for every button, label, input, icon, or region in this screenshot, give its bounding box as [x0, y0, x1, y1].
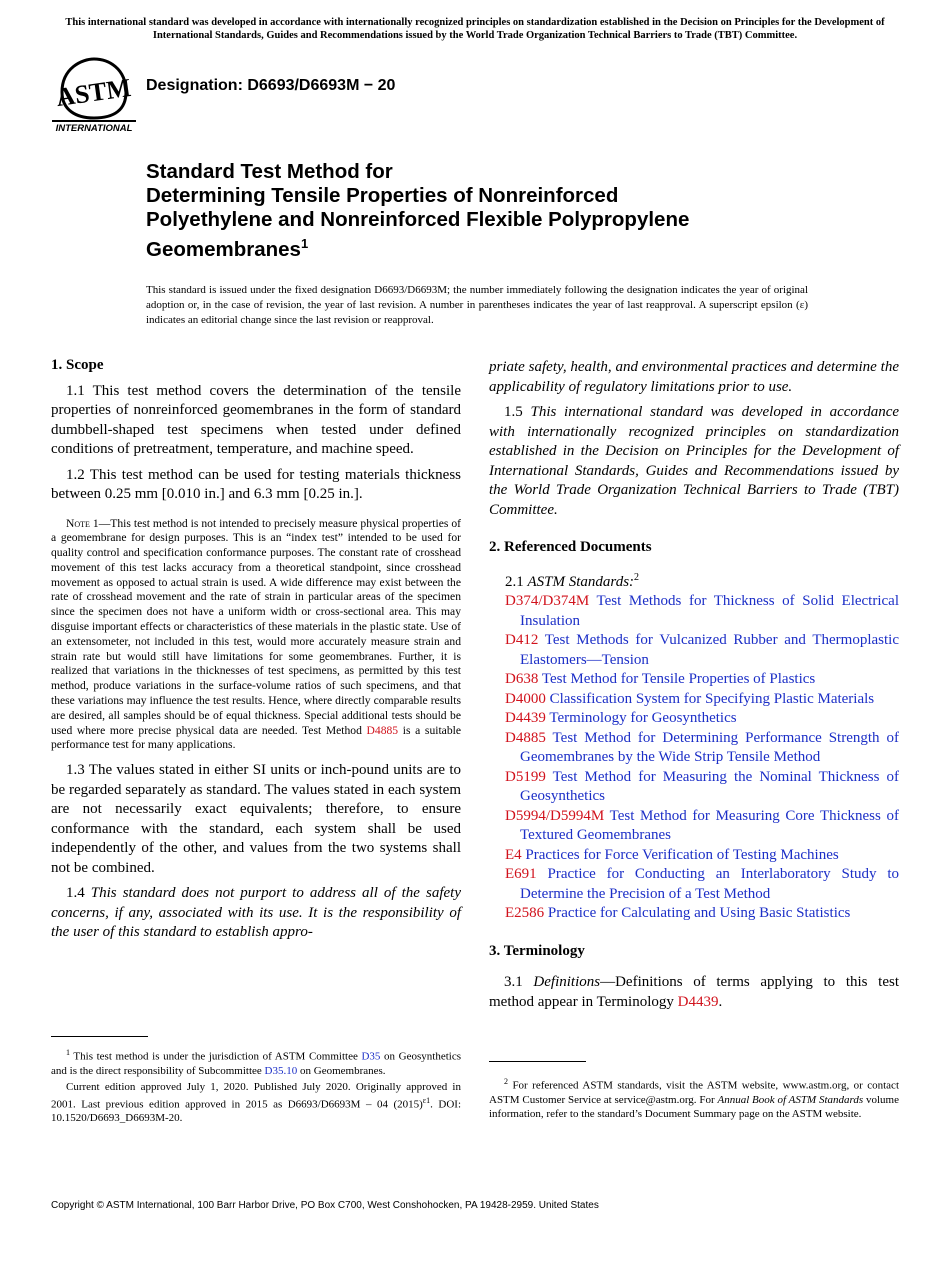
top-notice: This international standard was developed in accordance with internationally recognized principles on standardization established in the Decision on Principles for the Development of International Standards, Guides and Recommendations issued by the World Trade Organization Technical Barriers to Trade (TBT) Committee.: [65, 17, 885, 41]
reference-item: [489, 807, 899, 846]
ref-title-link[interactable]: Classification System for Specifying Plastic Materials: [549, 690, 875, 707]
footnote-1-edition: Current edition approved July 1, 2020. Published July 2020. Originally approved in 2001. Last previous edition approved in 2015 as D6693/D6693M – 04 $(2015)^{\varepsilon 1}$. DOI: 10.1520/D6693_D6693M-20.: [51, 1080, 461, 1125]
reference-item: [489, 904, 899, 924]
section-heading-scope: 1. Scope: [51, 357, 104, 373]
link-d4439[interactable]: D4439: [677, 993, 719, 1010]
ref-title-link[interactable]: Practices for Force Verification of Testing Machines: [525, 846, 839, 863]
reference-item: [489, 690, 899, 710]
right-column: [489, 358, 899, 1018]
section-heading-referenced: 2. Referenced Documents: [489, 539, 652, 555]
reference-item: [489, 865, 899, 904]
left-column: [51, 356, 461, 949]
footnote-rule-left: [51, 1036, 148, 1037]
reference-item: [489, 670, 899, 690]
section-heading-terminology: 3. Terminology: [489, 942, 585, 959]
title-footnote-ref[interactable]: 1: [300, 236, 309, 251]
paragraph-1-1: 1.1 This test method covers the determination of the tensile properties of nonreinforced geomembranes in the form of standard dumbbell-shaped test specimens when tested under defined conditions of pretreatment, temperature, and machine speed.: [51, 382, 461, 457]
footnotes-right: [489, 1075, 899, 1123]
ref-code-link[interactable]: D412: [505, 632, 539, 648]
footnote-2: $^2$ For referenced ASTM standards, visit the ASTM website, www.astm.org, or contact ASTM Customer Service at service@astm.org. For Annual Book of ASTM Standards volume information, refer to the standard’s Document Summary page on the ASTM website.: [489, 1077, 899, 1120]
reference-item: [489, 631, 899, 670]
paragraph-3-1: 3.1 Definitions—Definitions of terms applying to this test method appear in Terminology D4439.: [489, 974, 899, 1010]
ref-code-link[interactable]: D638: [505, 671, 539, 687]
title-line-1: Standard Test Method for: [146, 160, 393, 183]
ref-title-link[interactable]: Test Method for Measuring the Nominal Thickness of Geosynthetics: [520, 768, 899, 804]
paragraph-1-4: 1.4 This standard does not purport to address all of the safety concerns, if any, associated with its use. It is the responsibility of the user of this standard to establish appro-: [51, 885, 461, 941]
ref-title-link[interactable]: Test Method for Tensile Properties of Plastics: [541, 671, 816, 687]
ref-code-link[interactable]: D374/D374M: [505, 593, 590, 609]
link-d4885-note[interactable]: D4885: [366, 723, 399, 737]
ref-title-link[interactable]: Practice for Calculating and Using Basic Statistics: [547, 905, 851, 921]
title-line-2: Determining Tensile Properties of Nonreinforced: [146, 184, 619, 207]
ref-code-link[interactable]: D4885: [505, 729, 546, 746]
ref-code-link[interactable]: E2586: [505, 905, 545, 921]
logo-subtext: INTERNATIONAL: [55, 123, 133, 132]
link-d35-10[interactable]: D35.10: [264, 1064, 298, 1077]
logo-letters: ASTM: [54, 72, 133, 113]
footnote-ref-2[interactable]: 2: [634, 571, 640, 583]
reference-item: [489, 846, 899, 866]
ref-title-link[interactable]: Test Method for Measuring Core Thickness of Textured Geomembranes: [520, 807, 899, 843]
ref-code-link[interactable]: D4000: [505, 690, 546, 707]
paragraph-1-4-continued: priate safety, health, and environmental practices and determine the applicability of regulatory limitations prior to use.: [489, 359, 899, 395]
designation: Designation: D6693/D6693M − 20: [146, 77, 396, 94]
ref-title-link[interactable]: Test Methods for Thickness of Solid Electrical Insulation: [520, 593, 899, 629]
ref-title-link[interactable]: Terminology for Geosynthetics: [549, 710, 737, 726]
link-d35[interactable]: D35: [361, 1050, 381, 1063]
subsection-astm-standards: 2.1 ASTM Standards:$^2$: [505, 571, 640, 590]
reference-item: [489, 592, 899, 631]
paragraph-1-5: 1.5 This international standard was developed in accordance with internationally recognized principles on standardization established in the Decision on Principles for the Development of International Standards, Guides and Recommendations issued by the World Trade Organization Technical Barriers to Trade (TBT) Committee.: [489, 404, 900, 518]
reference-list: [489, 592, 899, 924]
reference-item: [489, 729, 899, 768]
footnotes-left: [51, 1046, 461, 1127]
ref-code-link[interactable]: D5994/D5994M: [505, 807, 605, 824]
ref-code-link[interactable]: E4: [505, 846, 522, 863]
note-1: Note 1—This test method is not intended to precisely measure physical properties of a geomembrane for design purposes. This is an “index test” intended to be used for quality control and specification conformance purposes. The constant rate of crosshead movement of this test lacks accuracy from a theoretical standpoint, since crosshead movement as opposed to actual strain is used. A wide difference may exist between the rate of crosshead movement and the rate of strain in particular areas of the specimen since the specimen does not have a uniform width or cross-sectional area. This may disguise important effects or characteristics of these materials in the plastic state. Use of an extensometer, not included in this test, would more accurately measure strain and strain rate but would still have limitations for some geomembranes. Further, it is realized that variations in the thicknesses of test specimens, as permitted by this test method, produce variations in the surface-volume ratios of such specimens, and that these variations may influence the test results. Hence, where directly comparable results are desired, all samples should be of equal thickness. Special additional tests should be used where more precise physical data are needed. Test Method D4885 is a suitable performance test for many applications.: [51, 516, 461, 752]
reference-item: [489, 768, 899, 807]
footnote-rule-right: [489, 1061, 586, 1062]
ref-code-link[interactable]: D4439: [505, 710, 546, 726]
issue-statement: This standard is issued under the fixed designation D6693/D6693M; the number immediately following the designation indicates the year of original adoption or, in the case of revision, the year of last revision. A number in parentheses indicates the year of last reapproval. A superscript epsilon (ε) indicates an editorial change since the last revision or reapproval.: [146, 284, 808, 326]
copyright-footer: Copyright © ASTM International, 100 Barr Harbor Drive, PO Box C700, West Conshohocken, PA 19428-2959. United States: [51, 1200, 599, 1211]
ref-code-link[interactable]: E691: [505, 866, 537, 882]
reference-item: [489, 709, 899, 729]
astm-logo: [52, 56, 136, 132]
footnote-1: $^1$ This test method is under the jurisdiction of ASTM Committee D35 on Geosynthetics and is the direct responsibility of Subcommittee D35.10 on Geomembranes.: [51, 1048, 461, 1077]
paragraph-1-3: 1.3 The values stated in either SI units or inch-pound units are to be regarded separately as standard. The values stated in each system are not necessarily exact equivalents; therefore, to ensure conformance with the standard, each system shall be used independently of the other, and values from the two systems shall not be combined.: [51, 762, 461, 876]
ref-code-link[interactable]: D5199: [505, 768, 546, 785]
ref-title-link[interactable]: Practice for Conducting an Interlaboratory Study to Determine the Precision of a Test Method: [520, 866, 899, 902]
title-line-4: Geomembranes$^1$: [146, 236, 309, 261]
ref-title-link[interactable]: Test Methods for Vulcanized Rubber and Thermoplastic Elastomers—Tension: [520, 632, 899, 668]
title-line-3: Polyethylene and Nonreinforced Flexible Polypropylene: [146, 208, 690, 231]
document-title: [146, 160, 866, 262]
ref-title-link[interactable]: Test Method for Determining Performance Strength of Geomembranes by the Wide Strip Tensile Method: [520, 729, 900, 765]
paragraph-1-2: 1.2 This test method can be used for testing materials thickness between 0.25 mm [0.010 in.] and 6.3 mm [0.25 in.].: [51, 466, 461, 502]
